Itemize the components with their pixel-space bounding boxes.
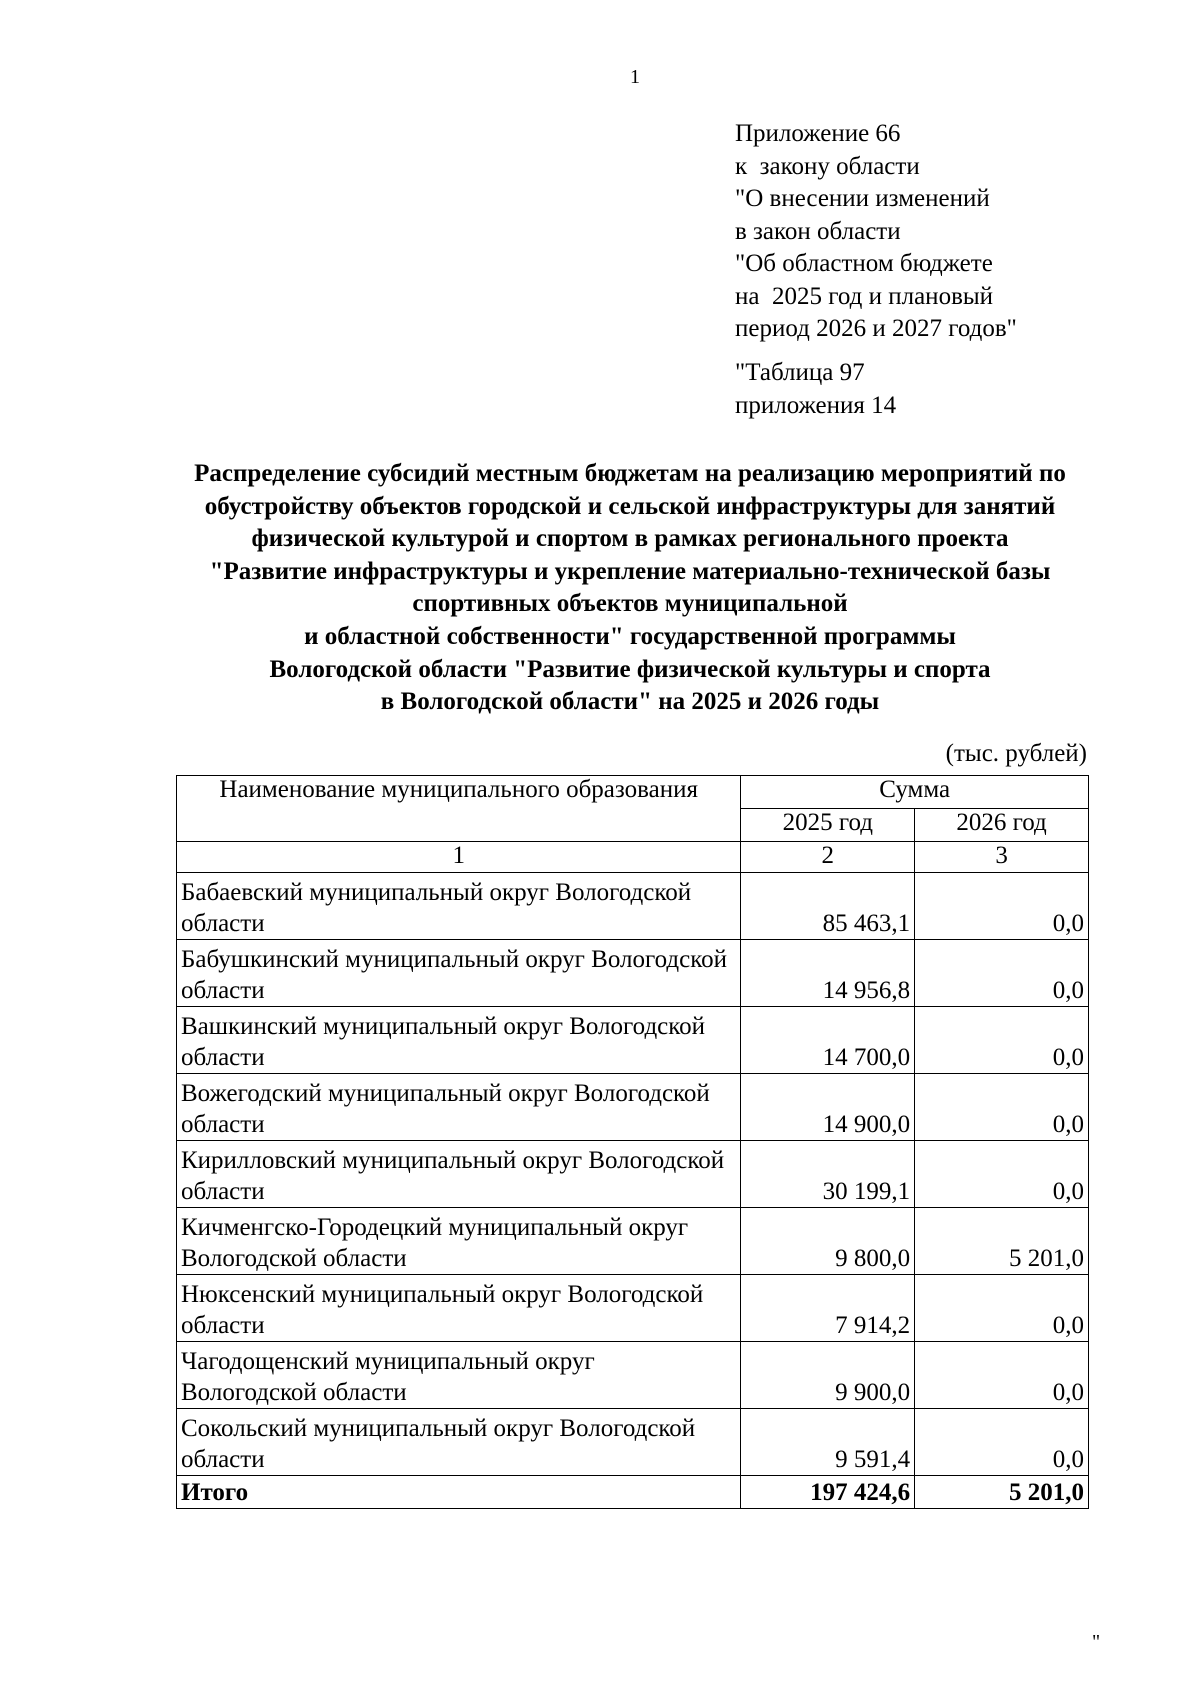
amount-2025: 30 199,1 bbox=[741, 1141, 915, 1208]
appendix-reference bbox=[735, 118, 1017, 346]
appendix-line: период 2026 и 2027 годов" bbox=[735, 315, 1017, 342]
amount-2025: 9 591,4 bbox=[741, 1409, 915, 1476]
closing-quote: " bbox=[1092, 1631, 1101, 1653]
appendix-line: "О внесении изменений bbox=[735, 185, 990, 212]
header-sum: Сумма bbox=[741, 776, 1089, 809]
table-row bbox=[177, 1208, 1089, 1275]
amount-2025: 85 463,1 bbox=[741, 873, 915, 940]
total-2025: 197 424,6 bbox=[741, 1476, 915, 1509]
table-ref-line: "Таблица 97 bbox=[735, 359, 865, 386]
table-row bbox=[177, 1141, 1089, 1208]
table-row bbox=[177, 1007, 1089, 1074]
title-line: спортивных объектов муниципальной bbox=[412, 590, 848, 618]
amount-2026: 0,0 bbox=[915, 1007, 1089, 1074]
amount-2026: 0,0 bbox=[915, 1141, 1089, 1208]
amount-2026: 0,0 bbox=[915, 940, 1089, 1007]
table-ref-line: приложения 14 bbox=[735, 391, 897, 419]
amount-2026: 0,0 bbox=[915, 873, 1089, 940]
municipality-name: Бабушкинский муниципальный округ Вологодской области bbox=[177, 940, 741, 1007]
municipality-name: Нюксенский муниципальный округ Вологодской области bbox=[177, 1275, 741, 1342]
title-line: обустройству объектов городской и сельской инфраструктуры для занятий bbox=[204, 492, 1056, 520]
amount-2025: 9 900,0 bbox=[741, 1342, 915, 1409]
amount-2025: 14 700,0 bbox=[741, 1007, 915, 1074]
units-label: (тыс. рублей) bbox=[945, 740, 1087, 767]
amount-2026: 5 201,0 bbox=[915, 1208, 1089, 1275]
appendix-line: к закону области bbox=[735, 152, 920, 180]
table-row bbox=[177, 1409, 1089, 1476]
document-title bbox=[170, 458, 1090, 719]
table-reference bbox=[735, 357, 896, 422]
amount-2025: 7 914,2 bbox=[741, 1275, 915, 1342]
title-line: "Развитие инфраструктуры и укрепление материально-технической базы bbox=[209, 557, 1051, 585]
title-line: Распределение субсидий местным бюджетам на реализацию мероприятий по bbox=[194, 460, 1066, 487]
total-label: Итого bbox=[177, 1476, 741, 1509]
amount-2025: 9 800,0 bbox=[741, 1208, 915, 1275]
total-row bbox=[177, 1476, 1089, 1509]
amount-2025: 14 956,8 bbox=[741, 940, 915, 1007]
municipality-name: Вашкинский муниципальный округ Вологодской области bbox=[177, 1007, 741, 1074]
column-number-1: 1 bbox=[177, 842, 741, 873]
table-row bbox=[177, 1074, 1089, 1141]
amount-2026: 0,0 bbox=[915, 1275, 1089, 1342]
title-line: и областной собственности" государственной программы bbox=[304, 622, 956, 650]
title-line: в Вологодской области" на 2025 и 2026 годы bbox=[380, 688, 880, 716]
header-municipality: Наименование муниципального образования bbox=[177, 776, 741, 842]
municipality-name: Вожегодский муниципальный округ Вологодской области bbox=[177, 1074, 741, 1141]
municipality-name: Бабаевский муниципальный округ Вологодской области bbox=[177, 873, 741, 940]
amount-2025: 14 900,0 bbox=[741, 1074, 915, 1141]
municipality-name: Кичменгско-Городецкий муниципальный округ Вологодской области bbox=[177, 1208, 741, 1275]
amount-2026: 0,0 bbox=[915, 1342, 1089, 1409]
appendix-line: "Об областном бюджете bbox=[735, 250, 993, 277]
amount-2026: 0,0 bbox=[915, 1074, 1089, 1141]
title-line: физической культурой и спортом в рамках регионального проекта bbox=[251, 525, 1009, 553]
header-year-2025: 2025 год bbox=[741, 809, 915, 842]
total-2026: 5 201,0 bbox=[915, 1476, 1089, 1509]
table-row bbox=[177, 1342, 1089, 1409]
appendix-line: Приложение 66 bbox=[735, 120, 901, 147]
column-number-2: 2 bbox=[741, 842, 915, 873]
title-line: Вологодской области "Развитие физической культуры и спорта bbox=[269, 655, 991, 683]
table-row bbox=[177, 873, 1089, 940]
municipality-name: Кирилловский муниципальный округ Вологодской области bbox=[177, 1141, 741, 1208]
subsidy-table bbox=[176, 775, 1089, 1509]
municipality-name: Чагодощенский муниципальный округ Вологодской области bbox=[177, 1342, 741, 1409]
table-row bbox=[177, 1275, 1089, 1342]
header-year-2026: 2026 год bbox=[915, 809, 1089, 842]
appendix-line: в закон области bbox=[735, 217, 901, 245]
column-number-3: 3 bbox=[915, 842, 1089, 873]
appendix-line: на 2025 год и плановый bbox=[735, 282, 994, 310]
table-row bbox=[177, 940, 1089, 1007]
amount-2026: 0,0 bbox=[915, 1409, 1089, 1476]
page-number: 1 bbox=[630, 66, 640, 88]
municipality-name: Сокольский муниципальный округ Вологодской области bbox=[177, 1409, 741, 1476]
